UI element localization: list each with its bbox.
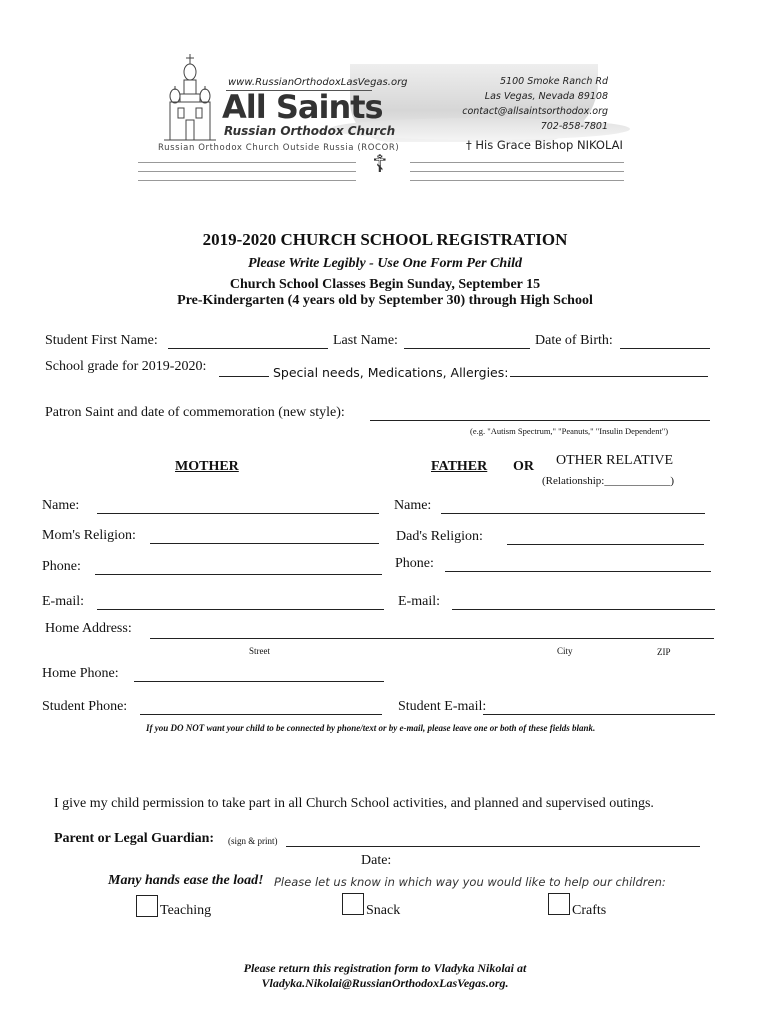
many-hands-text: Many hands ease the load! xyxy=(108,873,264,888)
school-grade-field[interactable] xyxy=(219,376,269,377)
mother-name-label: Name: xyxy=(42,498,80,513)
grades-range: Pre-Kindergarten (4 years old by September 30) through High School xyxy=(177,293,593,308)
snack-checkbox[interactable] xyxy=(342,893,364,915)
permission-statement: I give my child permission to take part in all Church School activities, and planned and supervised outings. xyxy=(54,796,654,811)
contact-note: If you DO NOT want your child to be connected by phone/text or by e-mail, please leave one or both of these fields blank. xyxy=(146,723,596,733)
street-caption: Street xyxy=(249,646,270,656)
other-relative-heading: OTHER RELATIVE xyxy=(556,453,674,468)
home-phone-field[interactable] xyxy=(134,681,384,682)
sign-print-caption: (sign & print) xyxy=(228,836,278,846)
help-text: Please let us know in which way you would like to help our children: xyxy=(274,875,666,889)
last-name-label: Last Name: xyxy=(333,333,398,348)
special-needs-examples: (e.g. "Autism Spectrum," "Peanuts," "Insulin Dependent") xyxy=(470,426,669,436)
logo-title: All Saints xyxy=(222,88,383,126)
relationship-label[interactable]: (Relationship:____________) xyxy=(542,475,674,487)
moms-religion-field[interactable] xyxy=(150,543,379,544)
school-grade-label: School grade for 2019-2020: xyxy=(45,359,207,374)
father-phone-field[interactable] xyxy=(445,571,711,572)
dads-religion-field[interactable] xyxy=(507,544,704,545)
form-subtitle: Please Write Legibly - Use One Form Per Child xyxy=(247,256,522,271)
bishop-line: † His Grace Bishop NIKOLAI xyxy=(466,138,623,152)
return-email: Vladyka.Nikolai@RussianOrthodoxLasVegas.org. xyxy=(261,976,509,990)
mother-email-label: E-mail: xyxy=(42,594,84,609)
student-first-name-field[interactable] xyxy=(168,348,328,349)
student-email-label: Student E-mail: xyxy=(398,699,487,714)
begin-date: Church School Classes Begin Sunday, September 15 xyxy=(229,277,541,292)
father-name-field[interactable] xyxy=(441,513,705,514)
mother-phone-field[interactable] xyxy=(95,574,382,575)
city-caption: City xyxy=(557,646,573,656)
dob-label: Date of Birth: xyxy=(535,333,613,348)
teaching-label: Teaching xyxy=(160,903,212,918)
special-needs-field[interactable] xyxy=(510,376,708,377)
logo-subtitle: Russian Orthodox Church xyxy=(224,124,396,138)
special-needs-label: Special needs, Medications, Allergies: xyxy=(273,365,509,380)
snack-label: Snack xyxy=(366,903,401,918)
form-title: 2019-2020 CHURCH SCHOOL REGISTRATION xyxy=(202,230,568,249)
father-email-field[interactable] xyxy=(452,609,715,610)
mother-name-field[interactable] xyxy=(97,513,379,514)
home-phone-label: Home Phone: xyxy=(42,666,119,681)
moms-religion-label: Mom's Religion: xyxy=(42,528,136,543)
father-email-label: E-mail: xyxy=(398,594,440,609)
crafts-checkbox[interactable] xyxy=(548,893,570,915)
teaching-checkbox[interactable] xyxy=(136,895,158,917)
address-line2: Las Vegas, Nevada 89108 xyxy=(484,91,608,102)
student-email-field[interactable] xyxy=(483,714,715,715)
mother-phone-label: Phone: xyxy=(42,559,81,574)
contact-email: contact@allsaintsorthodox.org xyxy=(462,106,608,117)
address-line1: 5100 Smoke Ranch Rd xyxy=(500,76,608,87)
or-text: OR xyxy=(513,459,534,474)
student-phone-field[interactable] xyxy=(140,714,382,715)
mother-email-field[interactable] xyxy=(97,609,384,610)
church-icon xyxy=(160,52,220,144)
dads-religion-label: Dad's Religion: xyxy=(396,529,483,544)
guardian-label: Parent or Legal Guardian: xyxy=(54,831,215,846)
mother-heading: MOTHER xyxy=(175,459,239,474)
student-first-name-label: Student First Name: xyxy=(45,333,158,348)
last-name-field[interactable] xyxy=(404,348,530,349)
patron-saint-label: Patron Saint and date of commemoration (new style): xyxy=(45,405,345,420)
crafts-label: Crafts xyxy=(572,903,607,918)
home-address-label: Home Address: xyxy=(45,621,132,636)
guardian-signature-field[interactable] xyxy=(286,846,700,847)
date-label[interactable]: Date: xyxy=(361,853,392,868)
orthodox-cross-icon: ☦ xyxy=(372,150,388,178)
rocor-line: Russian Orthodox Church Outside Russia (ROCOR) xyxy=(158,143,400,153)
student-phone-label: Student Phone: xyxy=(42,699,128,714)
website-url: www.RussianOrthodoxLasVegas.org xyxy=(228,77,408,88)
return-instructions-line1: Please return this registration form to Vladyka Nikolai at xyxy=(243,961,527,975)
father-phone-label: Phone: xyxy=(395,556,434,571)
father-name-label: Name: xyxy=(394,498,432,513)
patron-saint-field[interactable] xyxy=(370,420,710,421)
contact-phone: 702-858-7801 xyxy=(540,121,608,132)
father-heading: FATHER xyxy=(431,459,488,474)
zip-caption: ZIP xyxy=(657,647,671,657)
dob-field[interactable] xyxy=(620,348,710,349)
home-address-field[interactable] xyxy=(150,638,714,639)
